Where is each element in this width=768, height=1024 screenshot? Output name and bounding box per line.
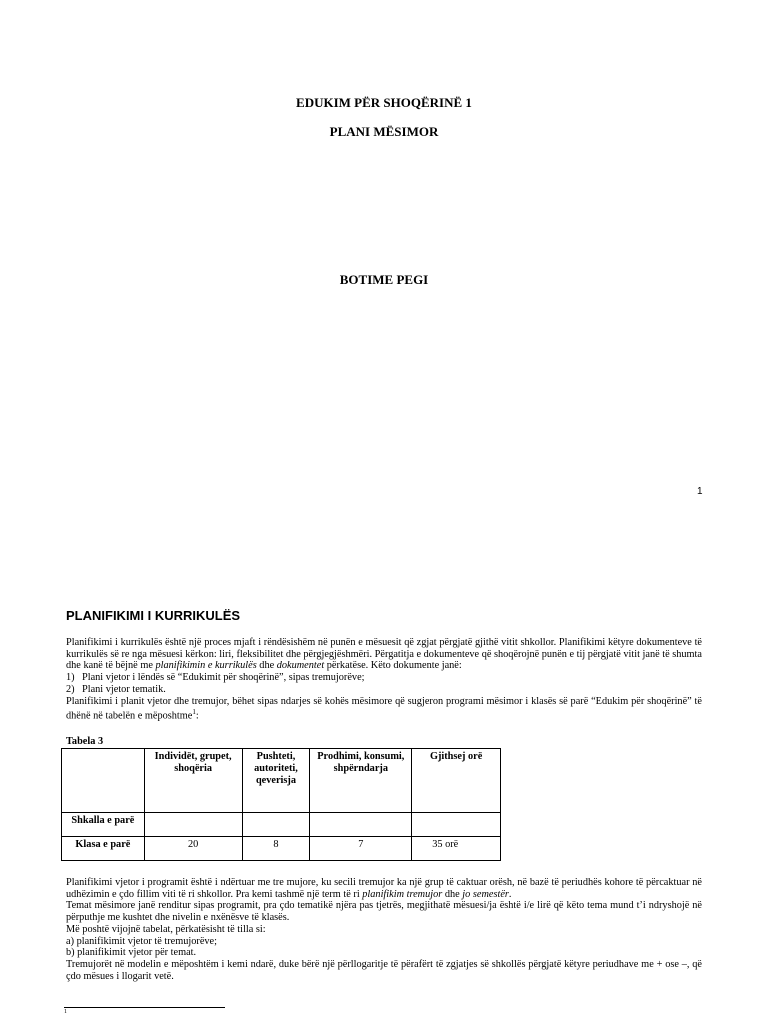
planning-paragraph: Planifikimi vjetor i programit është i ndërtuar me tre mujore, ku secili tremujor ka një grup të caktuar orësh, në bazë të periudhës kohore të përcaktuar në udhëzimin e çdo fillim viti të ri shkollor. Pra kemi tashmë një term të ri planifikim tremujor dhe jo semestër. xyxy=(66,877,702,900)
footnote-mark: 1 xyxy=(64,1009,67,1015)
table-corner-cell xyxy=(62,749,145,813)
intro-paragraph: Planifikimi i kurrikulës është një proces mjaft i rëndësishëm në punën e mësuesit që zgjat përgjatë gjithë vitit shkollor. Planifikimi këtyre dokumenteve të kurrikulës së re nga mësuesi kërkon: liri, fleksibilitet dhe përgjegjëshmëri. Përgatitja e dokumenteve që shoqërojnë punën e tij përgjatë vitit janë të shumta dhe kanë të bëjnë me planifikimin e kurrikulës dhe dokumentet përkatëse. Këto dokumente janë: xyxy=(66,637,702,672)
topics-paragraph: Temat mësimore janë renditur sipas programit, pra çdo tematikë njëra pas tjetrës, megjithatë mësuesi/ja është i/e lirë që këto tema mund t’i ndryshojë në përputhje me kushtet dhe nivelin e nxënësve të klasës. xyxy=(66,900,702,924)
table-header-row xyxy=(62,749,501,813)
tables-intro: Më poshtë vijojnë tabelat, përkatësisht të tilla si: xyxy=(66,923,266,935)
table-intro-paragraph: Planifikimi i planit vjetor dhe tremujor, bëhet sipas ndarjes së kohës mësimore që sugjeron programi mësimor i klasës së parë “Edukim për shoqërinë” të dhënë në tabelën e mëposhtme$^1$: xyxy=(66,695,702,722)
document-title: EDUKIM PËR SHOQËRINË 1 xyxy=(296,95,472,110)
table-row xyxy=(62,813,501,837)
table-header-cell: Individët, grupet, shoqëria xyxy=(144,749,242,813)
table-caption: Tabela 3 xyxy=(66,736,104,747)
table-header-cell: Gjithsej orë xyxy=(412,749,501,813)
table-cell: 7 xyxy=(310,837,412,861)
page-number: 1 xyxy=(697,486,703,497)
section-heading: PLANIFIKIMI I KURRIKULËS xyxy=(66,608,241,623)
hours-table xyxy=(61,748,501,861)
publisher-name: BOTIME PEGI xyxy=(339,272,429,287)
table-header-cell: Prodhimi, konsumi, shpërndarja xyxy=(310,749,412,813)
table-row-label: Shkalla e parë xyxy=(62,813,145,837)
list-item: b) planifikimit vjetor për temat. xyxy=(66,947,197,959)
intro-text xyxy=(66,637,702,722)
document-subtitle: PLANI MËSIMOR xyxy=(329,124,439,139)
planning-text xyxy=(66,877,702,982)
trimester-paragraph: Tremujorët në modelin e mëposhtëm i kemi ndarë, duke bërë një përllogaritje të përafërt të zgjatjes së shkollës përgjatë këtyre periudhave me + ose –, që çdo mësues i llogarit vetë. xyxy=(66,958,702,982)
table-cell: 35 orë xyxy=(412,837,501,861)
table-cell: 20 xyxy=(144,837,242,861)
list-item: 2) Plani vjetor tematik. xyxy=(66,683,166,695)
table-cell: 8 xyxy=(242,837,310,861)
footnote-divider xyxy=(64,1007,225,1008)
document-list xyxy=(66,672,702,695)
table-row-label: Klasa e parë xyxy=(62,837,145,861)
table-row xyxy=(62,837,501,861)
list-item: 1) Plani vjetor i lëndës së “Edukimit për shoqërinë”, sipas tremujorëve; xyxy=(66,672,365,684)
list-item: a) planifikimit vjetor të tremujorëve; xyxy=(66,935,217,947)
table-header-cell: Pushteti, autoriteti, qeverisja xyxy=(242,749,310,813)
